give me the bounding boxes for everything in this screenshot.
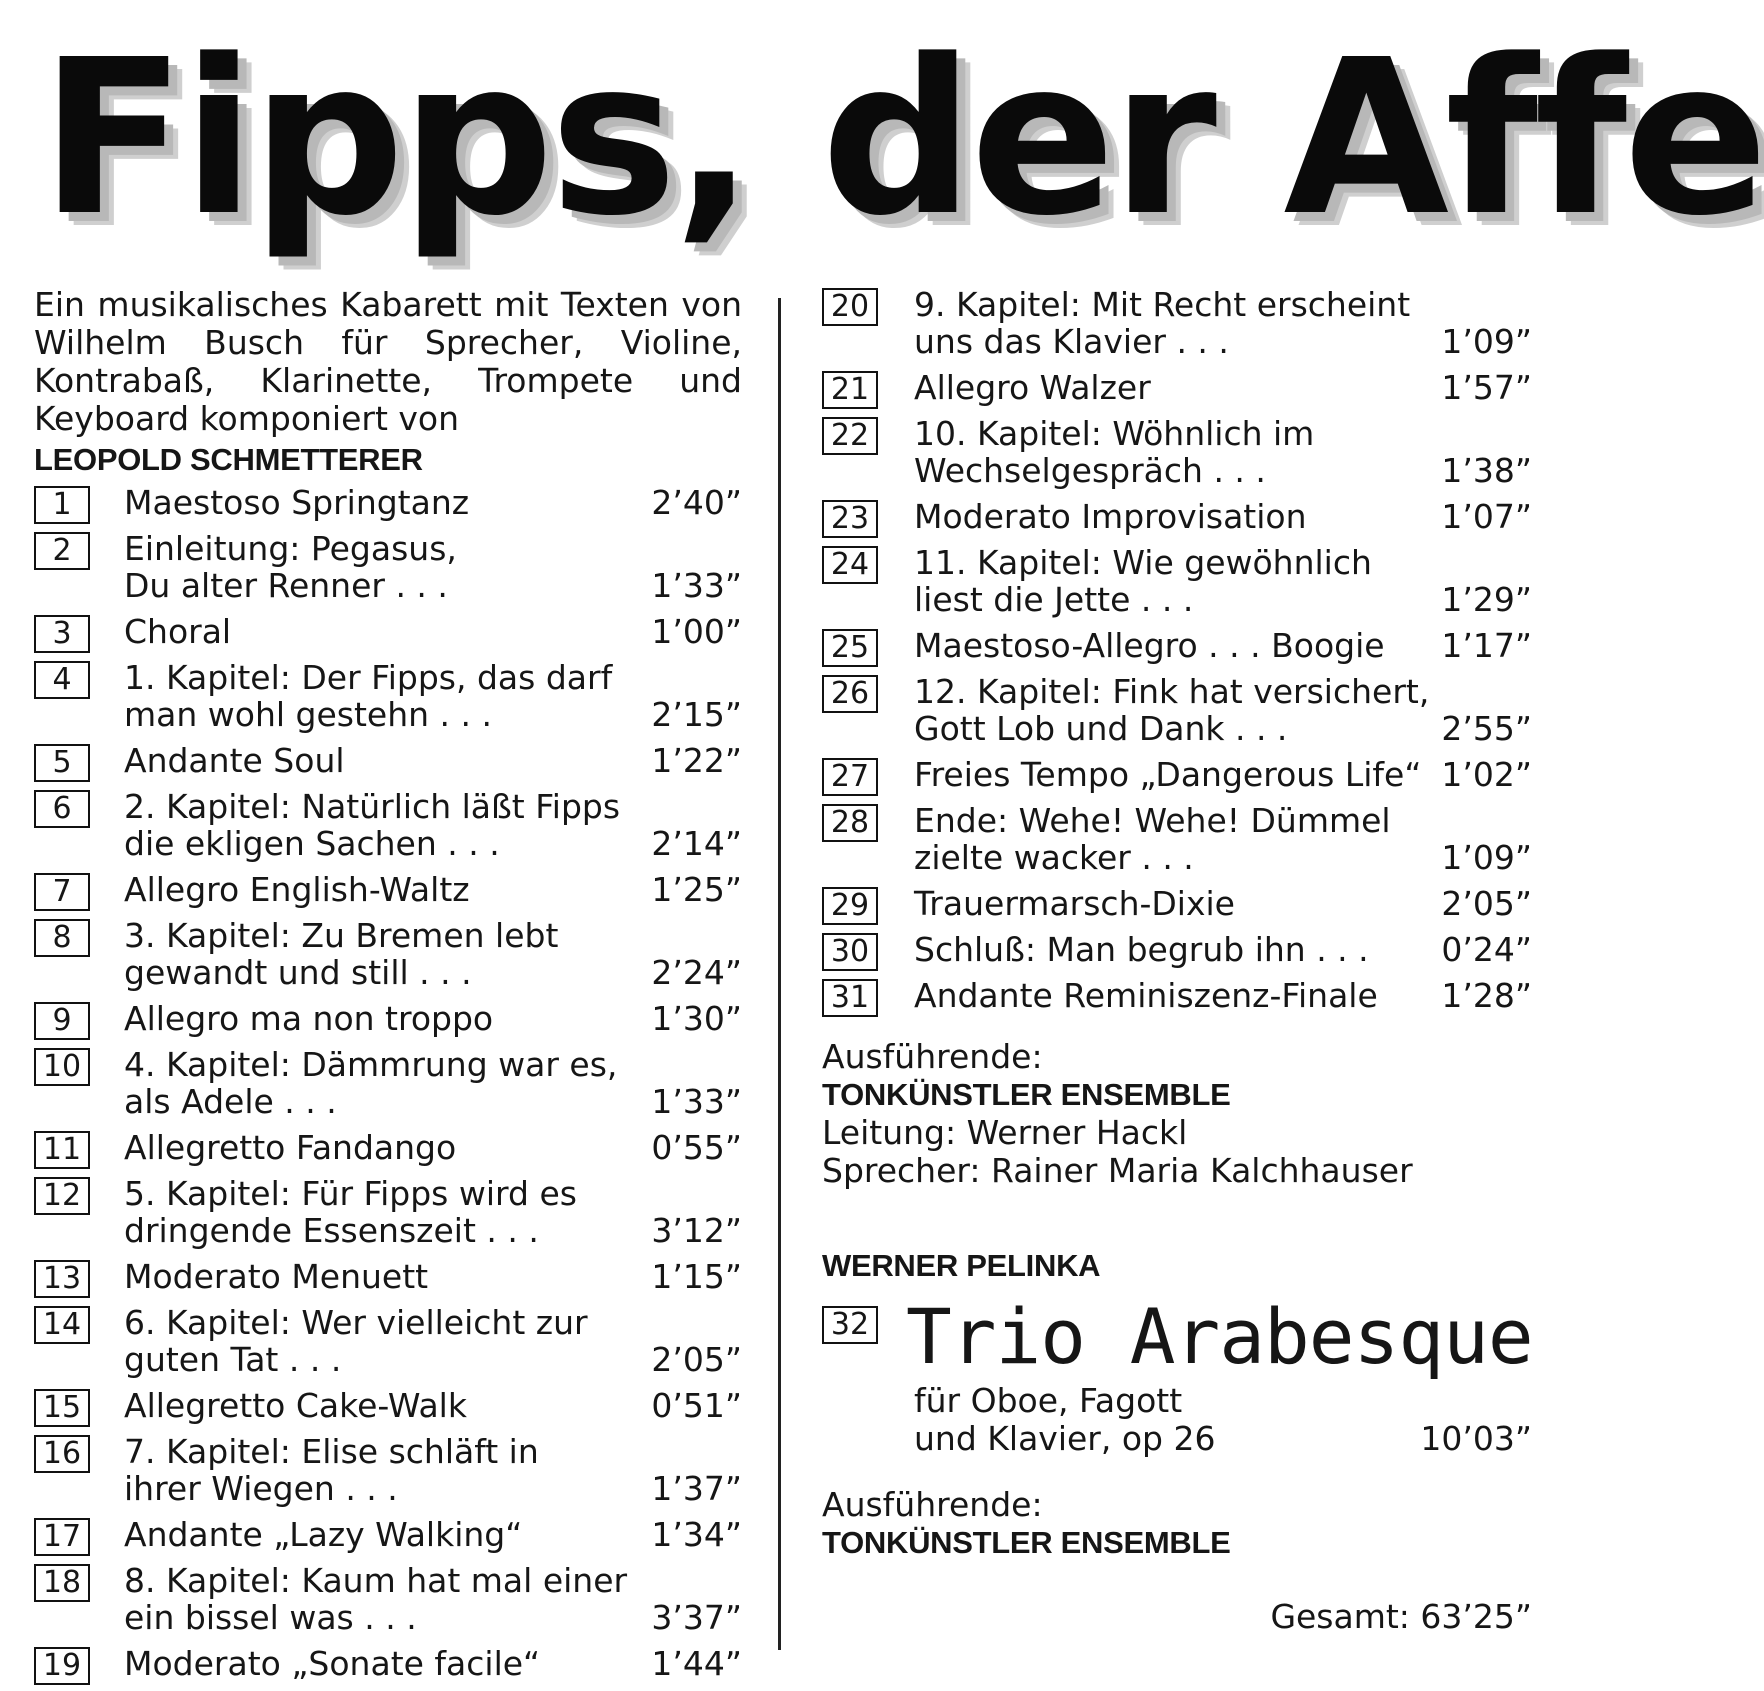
track-line (124, 1599, 742, 1636)
track-title-line: liest die Jette . . . (914, 580, 1194, 619)
track-number: 12 (34, 1177, 90, 1215)
track-title-line: Andante „Lazy Walking“ (124, 1515, 523, 1554)
track-item (34, 1562, 742, 1636)
track-body (124, 1258, 742, 1295)
track-body (124, 1516, 742, 1553)
track-number: 32 (822, 1306, 878, 1344)
track-body (124, 1046, 742, 1120)
track-number: 8 (34, 919, 90, 957)
track-body (124, 788, 742, 862)
track-duration: 1’33” (651, 1082, 742, 1121)
performers-ensemble: TONKÜNSTLER ENSEMBLE (822, 1077, 1231, 1112)
track-line (914, 415, 1532, 452)
track-line (914, 673, 1532, 710)
track-line (914, 885, 1532, 922)
track-number: 28 (822, 804, 878, 842)
track-line (124, 788, 742, 825)
track-line (914, 369, 1532, 406)
track-title-line: Ende: Wehe! Wehe! Dümmel (914, 801, 1391, 840)
second-work-title: Trio Arabesque (906, 1292, 1533, 1381)
track-body (914, 931, 1532, 968)
track-number: 29 (822, 887, 878, 925)
track-duration: 1’34” (651, 1515, 742, 1554)
track-line (124, 1562, 742, 1599)
track-line (124, 1341, 742, 1378)
second-performers-block (822, 1486, 1532, 1562)
performers-block (822, 1038, 1532, 1190)
track-number: 10 (34, 1048, 90, 1086)
track-number: 27 (822, 758, 878, 796)
track-body (914, 885, 1532, 922)
track-title-line: Maestoso Springtanz (124, 483, 470, 522)
track-number: 25 (822, 629, 878, 667)
performers-ensemble: TONKÜNSTLER ENSEMBLE (822, 1525, 1231, 1560)
track-item (34, 613, 742, 650)
track-item (34, 1516, 742, 1553)
track-title-line: Schluß: Man begrub ihn . . . (914, 930, 1369, 969)
track-line (914, 581, 1532, 618)
track-item (822, 673, 1532, 747)
track-duration: 1’09” (1441, 838, 1532, 877)
second-work-subtitle-line: und Klavier, op 26 (914, 1419, 1216, 1458)
second-work-subtitle-line: für Oboe, Fagott (914, 1381, 1183, 1420)
track-title-line: Allegretto Fandango (124, 1128, 457, 1167)
track-line (124, 1000, 742, 1037)
track-body (124, 1175, 742, 1249)
track-body (124, 742, 742, 779)
track-duration: 1’37” (651, 1469, 742, 1508)
track-item (34, 917, 742, 991)
track-item (34, 659, 742, 733)
track-body (124, 659, 742, 733)
track-number: 3 (34, 615, 90, 653)
track-title-line: Moderato Improvisation (914, 497, 1307, 536)
track-line (124, 659, 742, 696)
track-body (124, 917, 742, 991)
track-title-line: zielte wacker . . . (914, 838, 1194, 877)
track-title-line: uns das Klavier . . . (914, 322, 1229, 361)
total-duration: Gesamt: 63’25” (1270, 1597, 1532, 1636)
track-body (914, 415, 1532, 489)
track-item (34, 742, 742, 779)
track-title-line: Maestoso-Allegro . . . Boogie (914, 626, 1385, 665)
track-title-line: ein bissel was . . . (124, 1598, 417, 1637)
track-title-line: guten Tat . . . (124, 1340, 342, 1379)
track-duration: 3’37” (651, 1598, 742, 1637)
track-title-line: Du alter Renner . . . (124, 566, 448, 605)
track-duration: 1’28” (1441, 976, 1532, 1015)
track-title-line: Andante Reminiszenz-Finale (914, 976, 1378, 1015)
track-line (914, 498, 1532, 535)
track-line (914, 544, 1532, 581)
track-body (124, 1562, 742, 1636)
track-item (34, 1000, 742, 1037)
track-line (124, 1212, 742, 1249)
track-title-line: Moderato Menuett (124, 1257, 429, 1296)
column-divider (778, 298, 781, 1650)
track-duration: 2’24” (651, 953, 742, 992)
track-duration: 1’09” (1441, 322, 1532, 361)
right-column (822, 286, 1532, 1562)
track-item (34, 1258, 742, 1295)
track-duration: 2’05” (651, 1340, 742, 1379)
track-title-line: Einleitung: Pegasus, (124, 529, 457, 568)
left-column (34, 286, 742, 1691)
track-body (124, 484, 742, 521)
track-list-right (822, 286, 1532, 1014)
track-title-line: man wohl gestehn . . . (124, 695, 492, 734)
track-body (914, 627, 1532, 664)
performers-heading: Ausführende: (822, 1037, 1043, 1076)
track-body (124, 1129, 742, 1166)
track-title-line: 11. Kapitel: Wie gewöhnlich (914, 543, 1372, 582)
track-item (34, 1645, 742, 1682)
track-line (124, 1516, 742, 1553)
track-line (124, 567, 742, 604)
track-body (124, 530, 742, 604)
performers-speaker: Sprecher: Rainer Maria Kalchhauser (822, 1151, 1413, 1190)
track-number: 22 (822, 417, 878, 455)
track-line (914, 627, 1532, 664)
track-body (124, 613, 742, 650)
track-line (124, 696, 742, 733)
track-line (124, 954, 742, 991)
track-body (914, 544, 1532, 618)
track-line (124, 1175, 742, 1212)
track-number: 2 (34, 532, 90, 570)
track-body (914, 369, 1532, 406)
track-body (914, 802, 1532, 876)
track-line (124, 871, 742, 908)
track-duration: 0’55” (651, 1128, 742, 1167)
track-line (914, 802, 1532, 839)
track-number: 31 (822, 979, 878, 1017)
track-item (34, 1433, 742, 1507)
track-number: 15 (34, 1389, 90, 1427)
track-title-line: dringende Essenszeit . . . (124, 1211, 539, 1250)
track-duration: 1’44” (651, 1644, 742, 1683)
track-title-line: 2. Kapitel: Natürlich läßt Fipps (124, 787, 621, 826)
track-body (914, 977, 1532, 1014)
track-title-line: die ekligen Sachen . . . (124, 824, 500, 863)
track-title-line: 5. Kapitel: Für Fipps wird es (124, 1174, 577, 1213)
track-number: 13 (34, 1260, 90, 1298)
second-work-subtitle (914, 1382, 1532, 1458)
track-title-line: 9. Kapitel: Mit Recht erscheint (914, 285, 1411, 324)
track-number: 17 (34, 1518, 90, 1556)
track-line (124, 530, 742, 567)
track-title-line: 3. Kapitel: Zu Bremen lebt (124, 916, 559, 955)
track-title-line: als Adele . . . (124, 1082, 337, 1121)
track-duration: 1’33” (651, 566, 742, 605)
track-duration: 1’29” (1441, 580, 1532, 619)
track-item (822, 627, 1532, 664)
track-line (124, 1129, 742, 1166)
track-line (124, 1304, 742, 1341)
track-title-line: 6. Kapitel: Wer vielleicht zur (124, 1303, 588, 1342)
track-title-line: 10. Kapitel: Wöhnlich im (914, 414, 1315, 453)
track-title-line: Moderato „Sonate facile“ (124, 1644, 541, 1683)
track-duration: 2’40” (651, 483, 742, 522)
track-number: 4 (34, 661, 90, 699)
track-number: 26 (822, 675, 878, 713)
track-duration: 10’03” (1420, 1419, 1532, 1458)
track-duration: 1’17” (1441, 626, 1532, 665)
track-duration: 1’02” (1441, 755, 1532, 794)
track-number: 16 (34, 1435, 90, 1473)
track-item (822, 498, 1532, 535)
track-body (124, 871, 742, 908)
track-title-line: Andante Soul (124, 741, 345, 780)
track-item (822, 286, 1532, 360)
track-item (34, 1304, 742, 1378)
track-line (124, 1387, 742, 1424)
second-composer-name: WERNER PELINKA (822, 1248, 1101, 1283)
track-number: 5 (34, 744, 90, 782)
track-body (914, 498, 1532, 535)
track-title-line: 4. Kapitel: Dämmrung war es, (124, 1045, 618, 1084)
performers-heading: Ausführende: (822, 1485, 1043, 1524)
track-body (914, 286, 1532, 360)
track-item (822, 369, 1532, 406)
track-item (34, 484, 742, 521)
track-duration: 2’14” (651, 824, 742, 863)
track-number: 24 (822, 546, 878, 584)
track-line (124, 1470, 742, 1507)
track-item (822, 885, 1532, 922)
track-duration: 1’15” (651, 1257, 742, 1296)
track-number: 11 (34, 1131, 90, 1169)
track-line (914, 756, 1532, 793)
track-item (822, 931, 1532, 968)
track-item (34, 1387, 742, 1424)
track-number: 7 (34, 873, 90, 911)
track-number: 21 (822, 371, 878, 409)
track-title-line: ihrer Wiegen . . . (124, 1469, 398, 1508)
track-title-line: 7. Kapitel: Elise schläft in (124, 1432, 539, 1471)
track-item (822, 802, 1532, 876)
track-line (914, 323, 1532, 360)
track-line (914, 452, 1532, 489)
track-title-line: Choral (124, 612, 232, 651)
track-item (34, 1046, 742, 1120)
track-line (914, 977, 1532, 1014)
track-title-line: 12. Kapitel: Fink hat versichert, (914, 672, 1430, 711)
track-duration: 3’12” (651, 1211, 742, 1250)
track-line (124, 613, 742, 650)
track-title-line: Freies Tempo „Dangerous Life“ (914, 755, 1422, 794)
album-title: Fipps, der Affe (40, 14, 1764, 263)
track-body (914, 756, 1532, 793)
track-body (124, 1645, 742, 1682)
track-line (124, 484, 742, 521)
track-item (822, 415, 1532, 489)
track-line (124, 1433, 742, 1470)
track-item (34, 1129, 742, 1166)
track-item (34, 788, 742, 862)
track-line (124, 917, 742, 954)
track-line (914, 710, 1532, 747)
track-title-line: Allegro Walzer (914, 368, 1151, 407)
track-line (914, 931, 1532, 968)
track-duration: 1’22” (651, 741, 742, 780)
track-title-line: 1. Kapitel: Der Fipps, das darf (124, 658, 613, 697)
second-work (822, 1292, 1533, 1478)
track-title-line: Allegro English-Waltz (124, 870, 470, 909)
intro-text: Ein musikalisches Kabarett mit Texten von Wilhelm Busch für Sprecher, Violine, Kontrabaß, Klarinette, Trompete und Keyboard komponiert von (34, 285, 742, 438)
track-duration: 2’15” (651, 695, 742, 734)
track-number: 23 (822, 500, 878, 538)
composer-name: LEOPOLD SCHMETTERER (34, 442, 423, 477)
track-duration: 0’24” (1441, 930, 1532, 969)
track-number: 19 (34, 1647, 90, 1685)
track-line (124, 1083, 742, 1120)
track-title-line: Allegretto Cake-Walk (124, 1386, 467, 1425)
track-line (124, 1258, 742, 1295)
track-duration: 1’00” (651, 612, 742, 651)
track-line (124, 1645, 742, 1682)
track-line (914, 839, 1532, 876)
track-duration: 2’05” (1441, 884, 1532, 923)
track-number: 9 (34, 1002, 90, 1040)
track-duration: 1’30” (651, 999, 742, 1038)
track-duration: 1’57” (1441, 368, 1532, 407)
track-number: 6 (34, 790, 90, 828)
track-duration: 2’55” (1441, 709, 1532, 748)
track-title-line: Trauermarsch-Dixie (914, 884, 1235, 923)
track-body (124, 1387, 742, 1424)
track-duration: 1’25” (651, 870, 742, 909)
track-duration: 1’38” (1441, 451, 1532, 490)
track-title-line: gewandt und still . . . (124, 953, 472, 992)
track-item (34, 1175, 742, 1249)
track-list-left (34, 484, 742, 1682)
track-number: 1 (34, 486, 90, 524)
track-body (124, 1304, 742, 1378)
track-line (124, 1046, 742, 1083)
track-body (124, 1000, 742, 1037)
track-duration: 0’51” (651, 1386, 742, 1425)
performers-conductor: Leitung: Werner Hackl (822, 1113, 1188, 1152)
track-title-line: Wechselgespräch . . . (914, 451, 1266, 490)
track-item (822, 544, 1532, 618)
track-line (124, 825, 742, 862)
track-title-line: 8. Kapitel: Kaum hat mal einer (124, 1561, 628, 1600)
track-item (34, 871, 742, 908)
track-body (914, 673, 1532, 747)
track-number: 20 (822, 288, 878, 326)
track-number: 14 (34, 1306, 90, 1344)
track-number: 30 (822, 933, 878, 971)
track-item (822, 977, 1532, 1014)
track-item (822, 756, 1532, 793)
track-title-line: Allegro ma non troppo (124, 999, 494, 1038)
track-body (124, 1433, 742, 1507)
track-line (914, 286, 1532, 323)
track-item (34, 530, 742, 604)
track-title-line: Gott Lob und Dank . . . (914, 709, 1288, 748)
track-duration: 1’07” (1441, 497, 1532, 536)
track-line (124, 742, 742, 779)
track-number: 18 (34, 1564, 90, 1602)
